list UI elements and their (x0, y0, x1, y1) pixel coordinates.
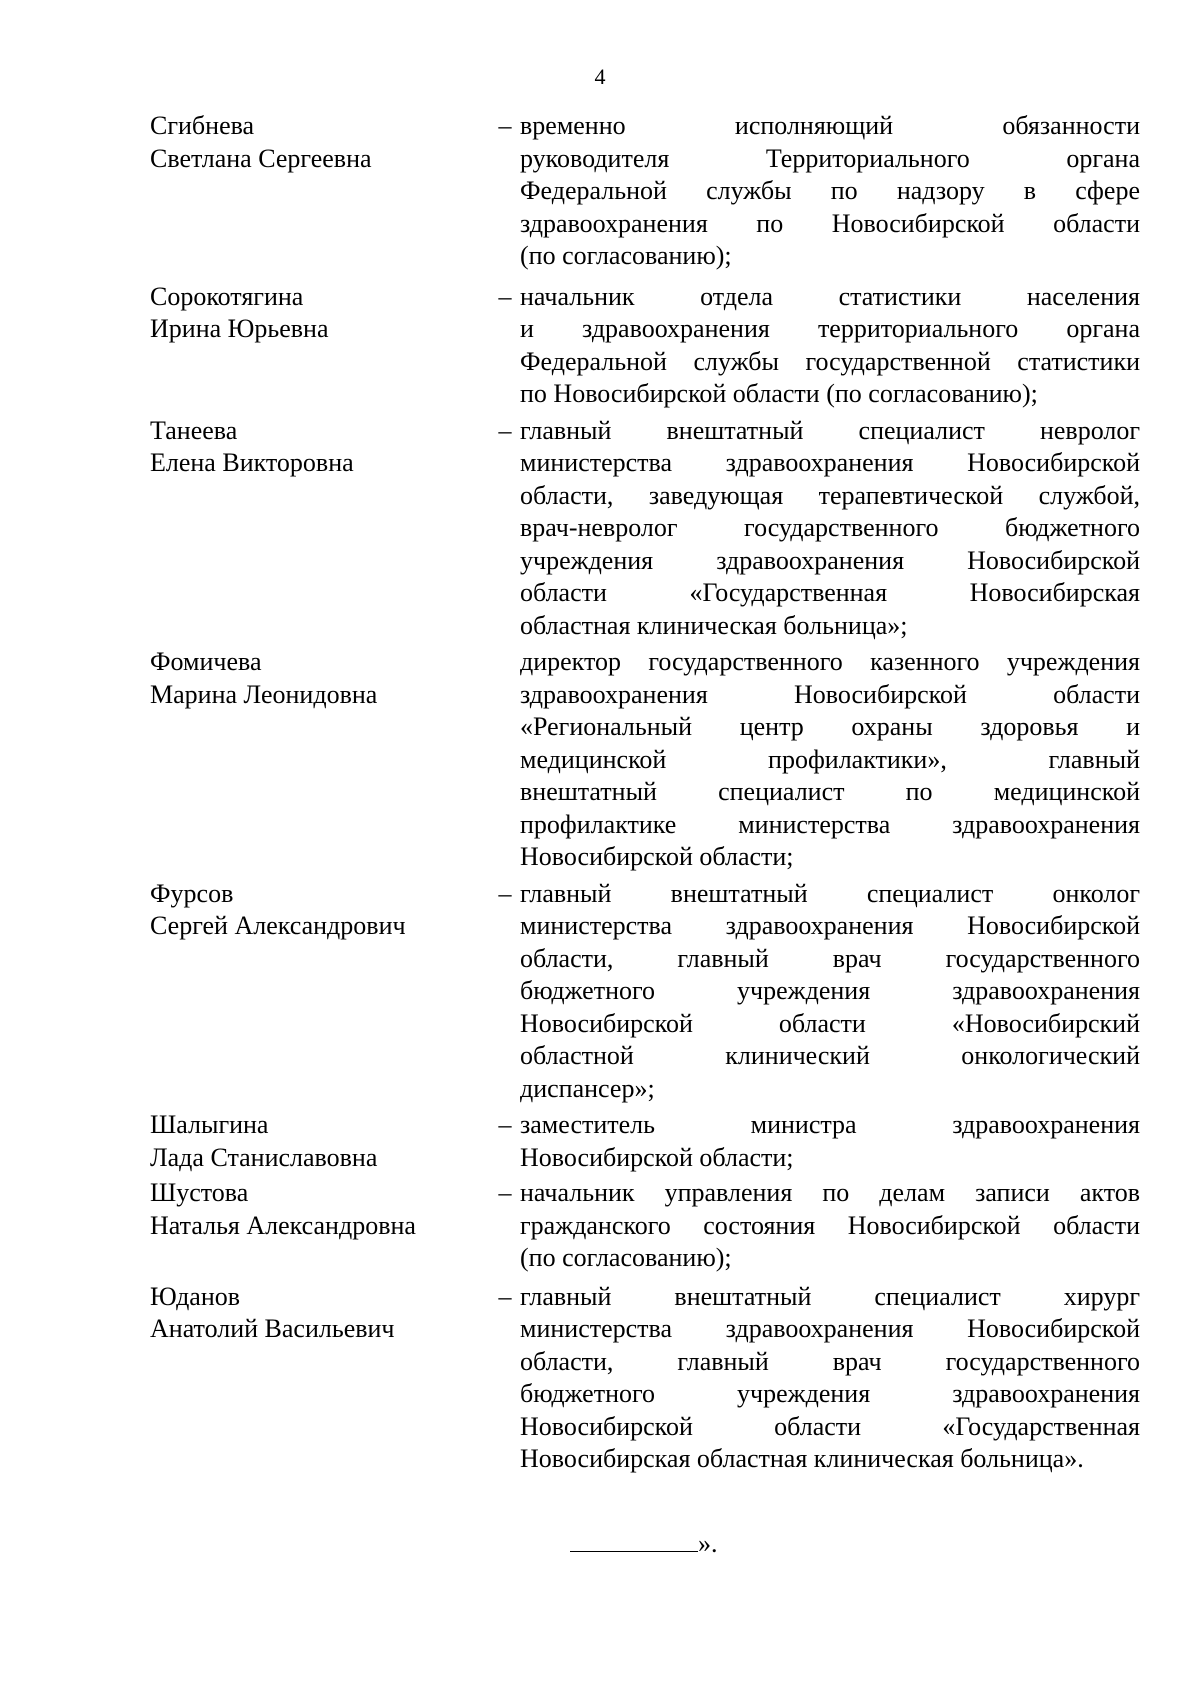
member-dash: – (498, 878, 512, 908)
position-line: по Новосибирской области (по согласованию); (520, 379, 1038, 408)
member-dash: – (498, 281, 512, 311)
member-given-names: Наталья Александровна (150, 1210, 416, 1240)
position-line: Новосибирской области; (520, 842, 794, 871)
position-line: бюджетного учреждения здравоохранения (520, 1379, 1140, 1408)
member-position (520, 1281, 1140, 1476)
member-name (150, 110, 490, 273)
position-line: заместитель министра здравоохранения (520, 1110, 1140, 1139)
position-line: Федеральной службы государственной статистики (520, 346, 1140, 376)
member-entry (150, 110, 1140, 273)
member-given-names: Марина Леонидовна (150, 679, 378, 709)
position-line: области «Государственная Новосибирская (520, 578, 1140, 607)
member-list (150, 110, 1140, 1476)
position-line: (по согласованию); (520, 241, 732, 270)
position-line: учреждения здравоохранения Новосибирской (520, 545, 1140, 575)
member-dash: – (498, 1281, 512, 1311)
position-line: министерства здравоохранения Новосибирской (520, 1314, 1140, 1343)
member-surname: Юданов (150, 1281, 241, 1311)
closing-mark (570, 1528, 718, 1560)
position-line: здравоохранения по Новосибирской области (520, 208, 1140, 238)
member-given-names: Сергей Александрович (150, 911, 406, 940)
member-surname: Сгибнева (150, 111, 255, 140)
member-name (150, 1281, 490, 1476)
page-number: 4 (594, 64, 606, 89)
member-surname: Фомичева (150, 647, 262, 676)
position-line: начальник управления по делам записи актов (520, 1178, 1140, 1207)
member-given-names: Лада Станиславовна (150, 1142, 378, 1172)
member-entry (150, 878, 1140, 1106)
member-position (520, 281, 1140, 411)
position-line: главный внештатный специалист невролог (520, 415, 1140, 445)
position-line: бюджетного учреждения здравоохранения (520, 976, 1140, 1005)
position-line: медицинской профилактики», главный (520, 744, 1140, 774)
position-line: Новосибирской области «Государственная (520, 1411, 1140, 1441)
position-line: временно исполняющий обязанности (520, 111, 1140, 140)
position-line: Новосибирской области; (520, 1142, 794, 1172)
position-line: здравоохранения Новосибирской области (520, 679, 1140, 709)
member-dash (490, 646, 520, 874)
position-line: областная клиническая больница»; (520, 610, 908, 640)
member-entry (150, 1177, 1140, 1275)
member-name (150, 281, 490, 411)
position-line: Новосибирской области «Новосибирский (520, 1008, 1140, 1038)
member-position (520, 1109, 1140, 1174)
position-line: областной клинический онкологический (520, 1041, 1140, 1070)
position-line: руководителя Территориального органа (520, 143, 1140, 173)
member-entry (150, 415, 1140, 643)
member-given-names: Ирина Юрьевна (150, 314, 329, 343)
member-surname: Шустова (150, 1178, 249, 1207)
member-surname: Танеева (150, 415, 238, 445)
member-entry (150, 1109, 1140, 1174)
position-line: внештатный специалист по медицинской (520, 777, 1140, 806)
position-line: «Региональный центр охраны здоровья и (520, 712, 1140, 741)
position-line: врач-невролог государственного бюджетного (520, 513, 1140, 542)
member-position (520, 1177, 1140, 1275)
closing-quote: ». (698, 1529, 718, 1558)
position-line: главный внештатный специалист хирург (520, 1281, 1140, 1311)
member-entry (150, 1281, 1140, 1476)
position-line: Федеральной службы по надзору в сфере (520, 176, 1140, 205)
member-entry (150, 281, 1140, 411)
member-surname: Шалыгина (150, 1110, 269, 1139)
member-dash: – (498, 415, 512, 445)
member-dash: – (498, 111, 512, 140)
member-position (520, 646, 1140, 874)
member-name (150, 878, 490, 1106)
member-dash: – (498, 1178, 512, 1207)
closing-rule (570, 1529, 698, 1552)
position-line: области, главный врач государственного (520, 1346, 1140, 1376)
position-line: Новосибирская областная клиническая больница». (520, 1444, 1084, 1473)
position-line: директор государственного казенного учреждения (520, 647, 1140, 676)
position-line: министерства здравоохранения Новосибирской (520, 911, 1140, 940)
position-line: главный внештатный специалист онколог (520, 878, 1140, 908)
member-name (150, 646, 490, 874)
member-position (520, 878, 1140, 1106)
position-line: (по согласованию); (520, 1243, 732, 1272)
member-surname: Фурсов (150, 878, 234, 908)
position-line: гражданского состояния Новосибирской области (520, 1210, 1140, 1240)
position-line: и здравоохранения территориального органа (520, 314, 1140, 343)
member-given-names: Елена Викторовна (150, 448, 354, 477)
position-line: диспансер»; (520, 1073, 655, 1103)
position-line: профилактике министерства здравоохранения (520, 809, 1140, 839)
member-given-names: Светлана Сергеевна (150, 143, 372, 173)
position-line: области, заведующая терапевтической службой, (520, 480, 1140, 510)
position-line: министерства здравоохранения Новосибирской (520, 448, 1140, 477)
member-given-names: Анатолий Васильевич (150, 1314, 395, 1343)
member-position (520, 415, 1140, 643)
position-line: начальник отдела статистики населения (520, 281, 1140, 311)
member-position (520, 110, 1140, 273)
position-line: области, главный врач государственного (520, 943, 1140, 973)
member-entry (150, 646, 1140, 874)
member-name (150, 415, 490, 643)
member-name (150, 1177, 490, 1275)
member-dash: – (498, 1110, 512, 1139)
member-name (150, 1109, 490, 1174)
member-surname: Сорокотягина (150, 281, 304, 311)
